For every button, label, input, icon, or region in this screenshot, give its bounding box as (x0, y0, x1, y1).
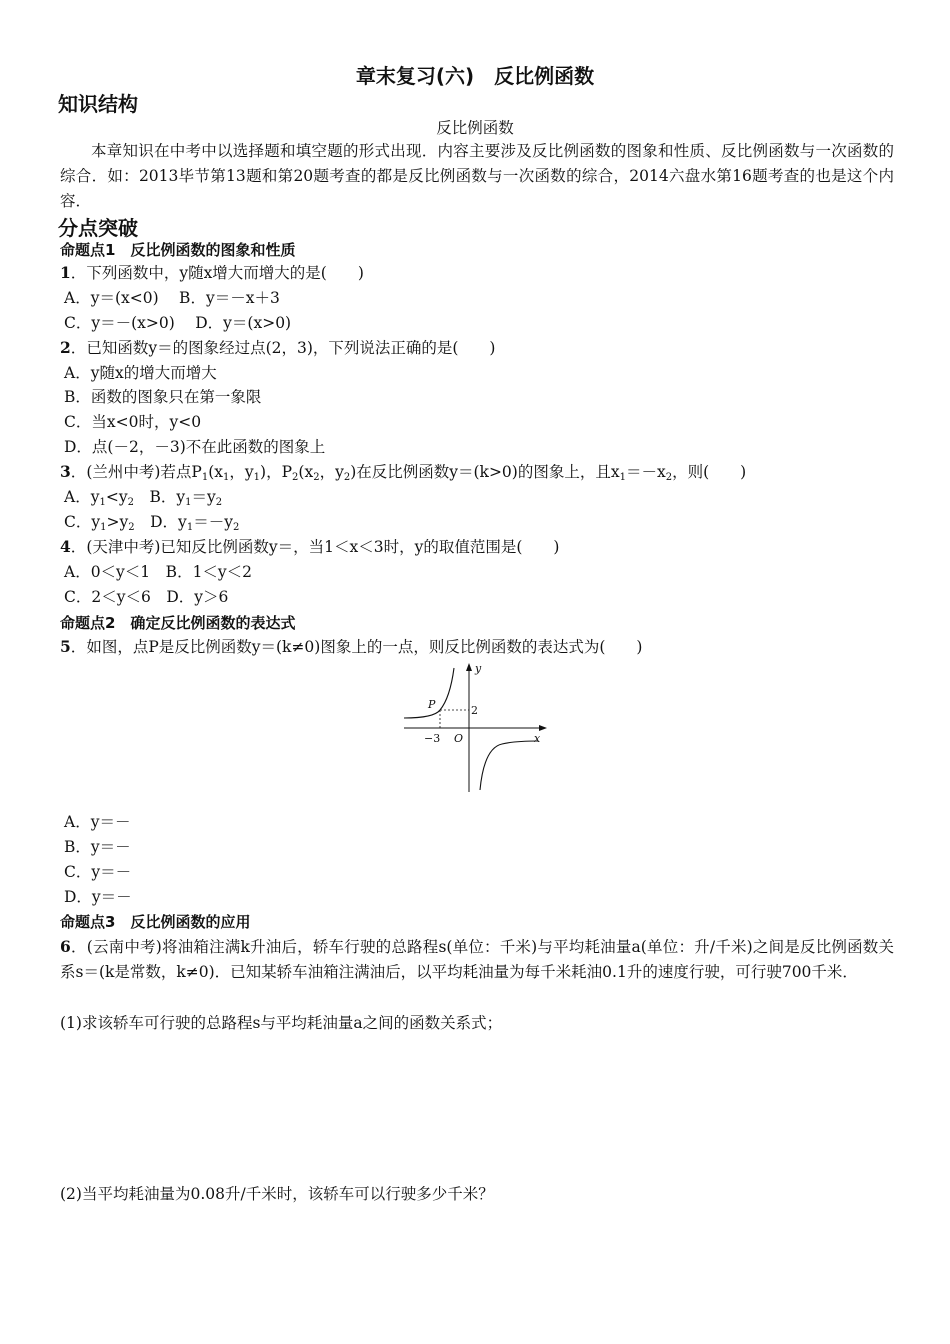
question-5-option-a: A．y＝－ (64, 813, 131, 831)
question-1-options-ab: A．y＝(x<0) B．y＝－x＋3 (64, 289, 280, 307)
question-6-stem: 6．(云南中考)将油箱注满k升油后，轿车行驶的总路程s(单位：千米)与平均耗油量a(单位：升/千米)之间是反比例函数关系s＝(k是常数，k≠0)．已知某轿车油箱注满油后，以平均耗油量为每千米耗油0.1升的速度行驶，可行驶700千米． (60, 937, 894, 981)
label-y: y (475, 662, 482, 675)
question-4-options-cd: C．2＜y＜6 D．y＞6 (64, 588, 229, 606)
section-heading-knowledge-structure: 知识结构 (58, 92, 138, 116)
question-5-option-b: B．y＝－ (64, 838, 131, 856)
section-heading-breakthrough: 分点突破 (58, 216, 138, 240)
question-4-options-ab: A．0＜y＜1 B．1＜y＜2 (64, 563, 253, 581)
question-3-options-cd: C．$y_1>y_2$ D．$y_1=-y_2$ (64, 513, 240, 533)
question-1-options-cd: C．y＝－(x>0) D．y＝(x>0) (64, 314, 292, 332)
question-2-stem: 2．已知函数y＝的图象经过点(2，3)，下列说法正确的是( ) (60, 338, 496, 357)
intro-paragraph (60, 139, 894, 214)
question-6-part-2: (2)当平均耗油量为0.08升/千米时，该轿车可以行驶多少千米？ (60, 1185, 494, 1203)
y-axis-arrow (466, 663, 472, 671)
hyperbola-branch-lower-right (480, 741, 538, 790)
label-x: x (534, 732, 541, 745)
question-4-stem: 4．(天津中考)已知反比例函数y＝，当1＜x＜3时，y的取值范围是( ) (60, 537, 560, 556)
intro-text: 本章知识在中考中以选择题和填空题的形式出现．内容主要涉及反比例函数的图象和性质、反比例函数与一次函数的综合．如：2013毕节第13题和第20题考查的都是反比例函数与一次函数的综合，2014六盘水第16题考查的也是这个内容． (60, 142, 894, 210)
label-two: 2 (471, 704, 478, 717)
question-6-part-1: (1)求该轿车可行驶的总路程s与平均耗油量a之间的函数关系式； (60, 1014, 503, 1032)
question-2-option-c: C．当x<0时，y<0 (64, 413, 202, 431)
point-heading-2: 命题点2 确定反比例函数的表达式 (60, 614, 296, 632)
label-minus-three: −3 (424, 732, 441, 745)
point-heading-1: 命题点1 反比例函数的图象和性质 (60, 241, 296, 259)
label-origin: O (454, 732, 464, 745)
question-2-option-d: D．点(－2，－3)不在此函数的图象上 (64, 438, 326, 456)
question-5-stem: 5．如图，点P是反比例函数y＝(k≠0)图象上的一点，则反比例函数的表达式为( ) (60, 637, 643, 656)
hyperbola-figure (400, 660, 550, 795)
question-1-stem: 1．下列函数中，y随x增大而增大的是( ) (60, 263, 364, 282)
label-p: P (428, 698, 436, 711)
page-title: 章末复习(六) 反比例函数 (355, 64, 595, 88)
question-2-option-b: B．函数的图象只在第一象限 (64, 388, 262, 406)
question-5-option-d: D．y＝－ (64, 888, 132, 906)
structure-center-label: 反比例函数 (436, 119, 514, 137)
question-2-option-a: A．y随x的增大而增大 (64, 364, 217, 382)
question-3-options-ab: A．$y_1<y_2$ B．$y_1=y_2$ (64, 488, 223, 508)
question-5-option-c: C．y＝－ (64, 863, 132, 881)
point-heading-3: 命题点3 反比例函数的应用 (60, 913, 251, 931)
question-3-stem: 3．(兰州中考)若点$P_1(x_1$，$y_1$)，$P_2(x_2$，$y_2$)在反比例函数y＝(k>0)的图象上，且$x_1=-x_2$，则( ) (60, 462, 747, 483)
x-axis-arrow (539, 725, 547, 731)
